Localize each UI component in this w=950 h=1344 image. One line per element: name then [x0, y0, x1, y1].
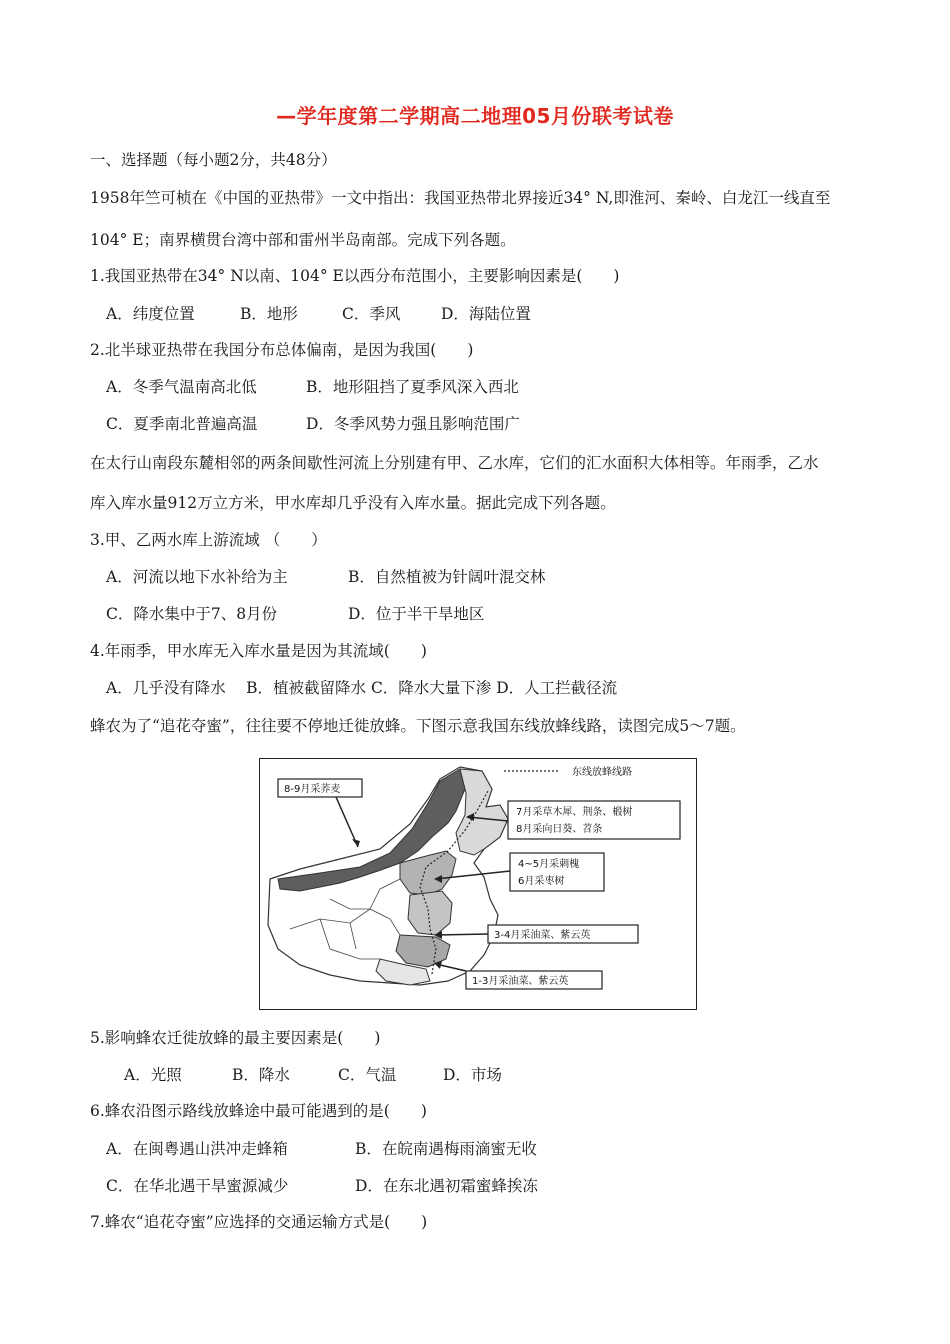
passage1-line2: 104° E；南界横贯台湾中部和雷州半岛南部。完成下列各题。: [90, 231, 516, 249]
passage1-line1: 1958年竺可桢在《中国的亚热带》一文中指出：我国亚热带北界接近34° N,即淮河、秦岭、白龙江一线直至: [90, 189, 831, 207]
q2-stem: 2.北半球亚热带在我国分布总体偏南，是因为我国( ): [90, 341, 474, 359]
q4-stem: 4.年雨季，甲水库无入库水量是因为其流域( ): [90, 642, 427, 660]
q6-option-a: A．在闽粤遇山洪冲走蜂箱: [106, 1140, 288, 1158]
map-label-march-april: 3-4月采油菜、紫云英: [494, 930, 591, 941]
passage2-line2: 库入库水量912万立方米，甲水库却几乎没有入库水量。据此完成下列各题。: [90, 494, 616, 512]
exam-title: —学年度第二学期高二地理05月份联考试卷: [276, 104, 674, 128]
q2-option-a: A．冬季气温南高北低: [106, 378, 257, 396]
map-legend-label: 东线放蜂线路: [572, 767, 632, 778]
q7-stem: 7.蜂农“追花夺蜜”应选择的交通运输方式是( ): [90, 1213, 428, 1231]
q5-option-a: A．光照: [124, 1066, 182, 1084]
map-label-july: 7月采草木犀、荆条、椴树: [516, 807, 633, 818]
q1-option-d: D．海陆位置: [441, 305, 531, 323]
q1-option-b: B．地形: [240, 305, 298, 323]
passage2-line1: 在太行山南段东麓相邻的两条间歇性河流上分别建有甲、乙水库，它们的汇水面积大体相等。年雨季，乙水: [90, 454, 819, 472]
section-heading: 一、选择题（每小题2分，共48分）: [90, 151, 337, 169]
q6-option-d: D．在东北遇初霜蜜蜂挨冻: [355, 1177, 538, 1195]
q5-option-b: B．降水: [232, 1066, 290, 1084]
bee-route-map: [259, 758, 697, 1010]
map-label-buckwheat: 8-9月采荞麦: [284, 784, 341, 795]
q6-stem: 6.蜂农沿图示路线放蜂途中最可能遇到的是( ): [90, 1102, 427, 1120]
q6-option-b: B．在皖南遇梅雨滴蜜无收: [355, 1140, 537, 1158]
map-label-jan-march: 1-3月采油菜、紫云英: [472, 976, 569, 987]
q1-option-a: A．纬度位置: [106, 305, 195, 323]
q5-option-c: C．气温: [338, 1066, 397, 1084]
q3-option-b: B．自然植被为针阔叶混交林: [348, 568, 546, 586]
q1-stem: 1.我国亚热带在34° N以南、104° E以西分布范围小，主要影响因素是( ): [90, 267, 620, 285]
q5-option-d: D．市场: [443, 1066, 502, 1084]
q2-option-b: B．地形阻挡了夏季风深入西北: [306, 378, 519, 396]
map-label-august: 8月采向日葵、苕条: [516, 824, 603, 835]
q1-option-c: C．季风: [342, 305, 401, 323]
q3-option-d: D．位于半干旱地区: [348, 605, 485, 623]
q4-options: A．几乎没有降水 B．植被截留降水 C．降水大量下渗 D．人工拦截径流: [106, 679, 618, 697]
q6-option-c: C．在华北遇干旱蜜源减少: [106, 1177, 289, 1195]
q3-option-a: A．河流以地下水补给为主: [106, 568, 288, 586]
q3-stem: 3.甲、乙两水库上游流域 （ ）: [90, 531, 327, 549]
map-label-jujube: 6月采枣树: [518, 876, 565, 887]
q2-option-c: C．夏季南北普遍高温: [106, 415, 258, 433]
q5-stem: 5.影响蜂农迁徙放蜂的最主要因素是( ): [90, 1029, 381, 1047]
q3-option-c: C．降水集中于7、8月份: [106, 605, 278, 623]
map-label-locust: 4~5月采刺槐: [518, 859, 580, 870]
passage3: 蜂农为了“追花夺蜜”，往往要不停地迁徙放蜂。下图示意我国东线放蜂线路，读图完成5～7题。: [90, 717, 746, 735]
q2-option-d: D．冬季风势力强且影响范围广: [306, 415, 520, 433]
